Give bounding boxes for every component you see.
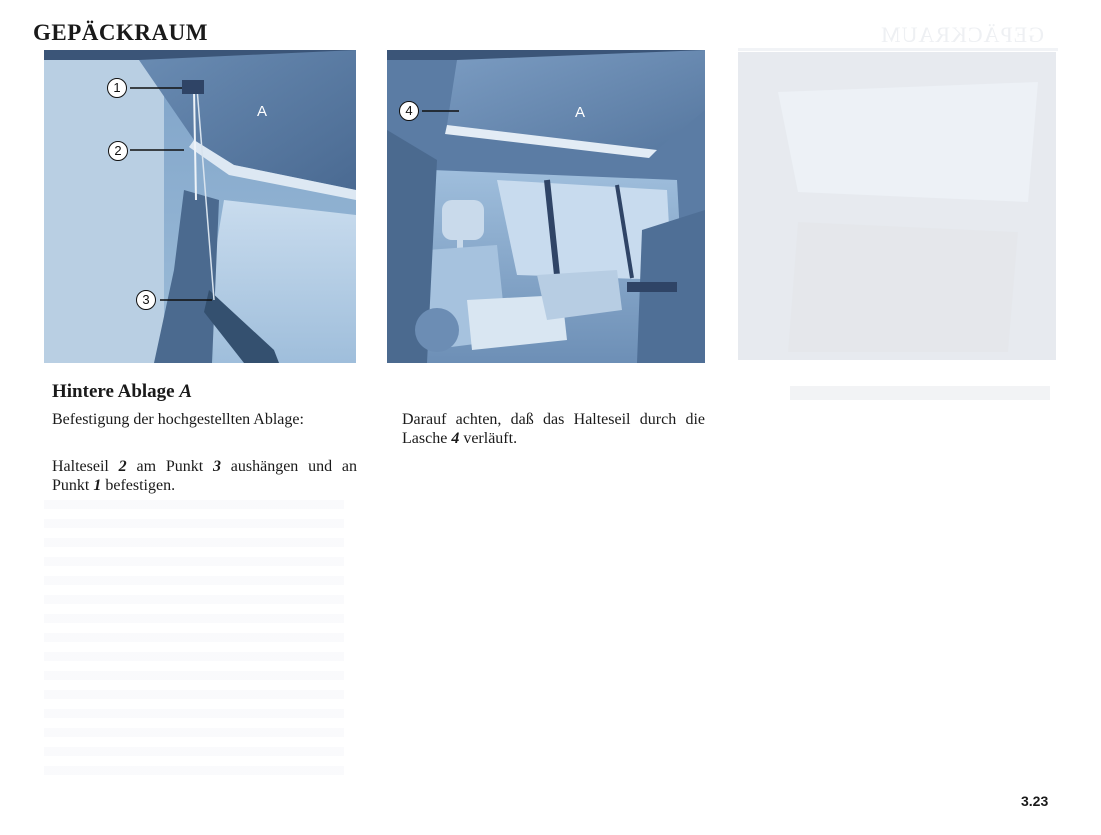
callout-2: 2 (108, 141, 128, 161)
para2-ref-1: 1 (93, 477, 102, 494)
right-ref-4: 4 (451, 430, 460, 447)
bleed-through-caption (790, 386, 1050, 400)
photo-rear-shelf-open (387, 50, 705, 363)
instruction-paragraph-right (402, 410, 705, 448)
bleed-through-title: GEPÄCKRAUM (880, 22, 1045, 47)
photo-rear-shelf-side (44, 50, 356, 363)
bleed-through-photo (738, 52, 1056, 360)
callout-3: 3 (136, 290, 156, 310)
para2-ref-2: 2 (118, 458, 127, 475)
para2-text-1: Halteseil (52, 458, 119, 475)
right-text-1: Darauf achten, daß das Halteseil durch die Lasche (402, 411, 705, 447)
bleed-through-rule (738, 48, 1058, 51)
section-heading-ref: A (179, 381, 193, 402)
para2-ref-3: 3 (212, 458, 221, 475)
section-heading-text: Hintere Ablage (52, 381, 180, 402)
figure-right-label-a: A (575, 104, 586, 121)
para2-text-2: am Punkt (126, 458, 213, 475)
page-title: GEPÄCKRAUM (33, 20, 208, 45)
page-number: 3.23 (1021, 793, 1049, 809)
figure-left-label-a: A (257, 103, 268, 120)
callout-4: 4 (399, 101, 419, 121)
section-heading (52, 381, 192, 403)
para2-text-3: aushängen und an Punkt (52, 458, 357, 494)
right-text-2: verläuft. (459, 430, 518, 447)
instruction-paragraph-1: Befestigung der hochgestellten Ablage: (52, 411, 304, 428)
instruction-paragraph-2 (52, 457, 357, 495)
callout-1: 1 (107, 78, 127, 98)
para2-text-4: befestigen. (101, 477, 176, 494)
bleed-through-text (44, 500, 344, 780)
